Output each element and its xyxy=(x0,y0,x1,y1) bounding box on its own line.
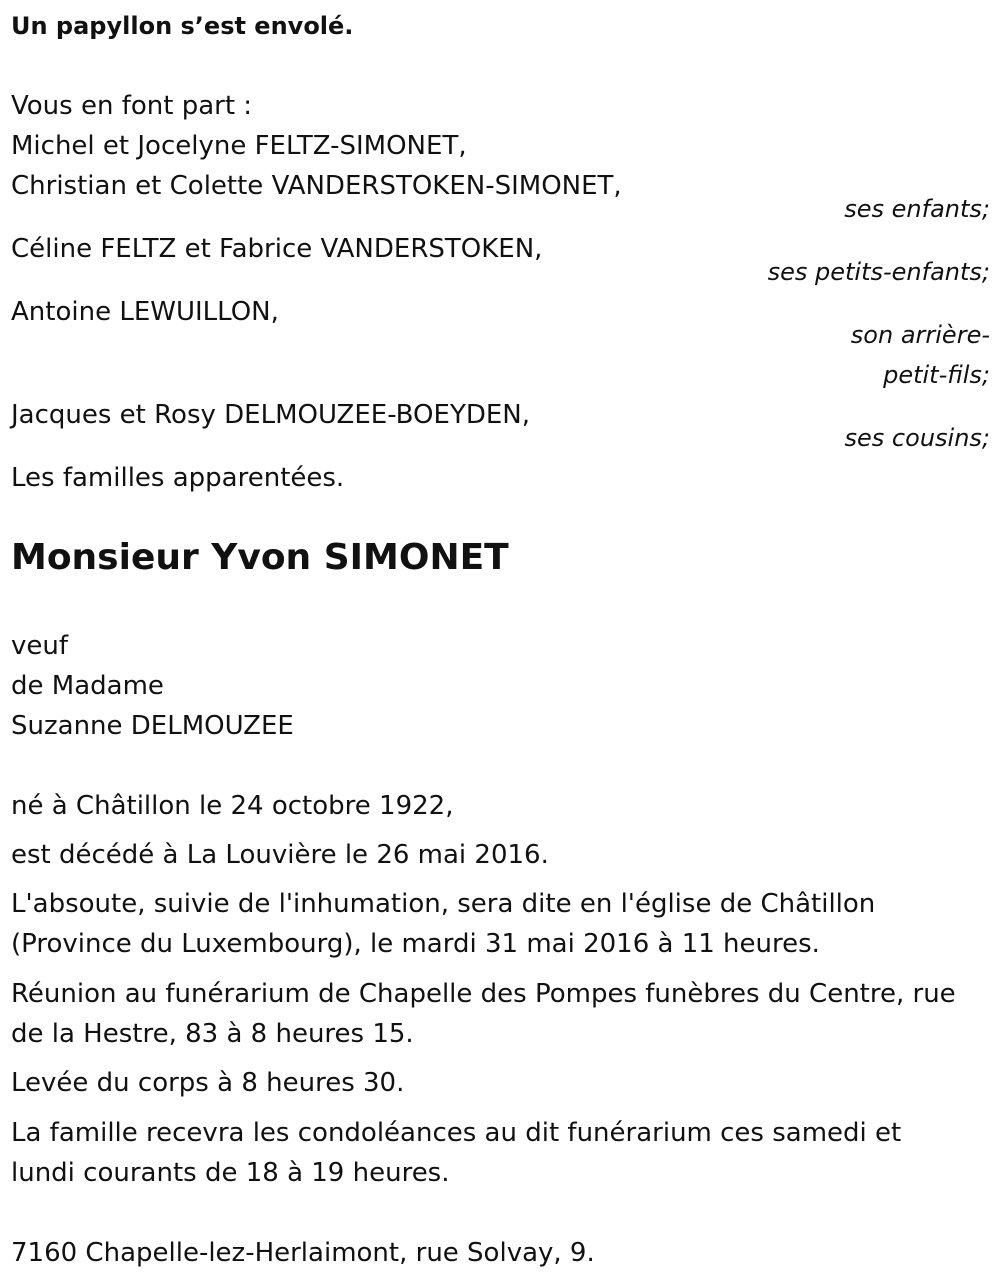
widower-line-3: Suzanne DELMOUZEE xyxy=(11,711,294,741)
grandchildren-line: Céline FELTZ et Fabrice VANDERSTOKEN, xyxy=(11,234,543,264)
birth-line: né à Châtillon le 24 octobre 1922, xyxy=(11,791,454,821)
deceased-name: Monsieur Yvon SIMONET xyxy=(11,537,509,578)
address-line: 7160 Chapelle-lez-Herlaimont, rue Solvay, 9. xyxy=(11,1238,595,1268)
great-grandson-relation-1: son arrière- xyxy=(850,321,990,349)
children-line-2: Christian et Colette VANDERSTOKEN-SIMONET, xyxy=(11,171,622,201)
intro-line: Vous en font part : xyxy=(11,91,253,121)
great-grandson-line: Antoine LEWUILLON, xyxy=(11,297,279,327)
children-line-1: Michel et Jocelyne FELTZ-SIMONET, xyxy=(11,131,467,161)
widower-line-1: veuf xyxy=(11,631,69,661)
meeting-line-1: Réunion au funérarium de Chapelle des Pompes funèbres du Centre, rue xyxy=(11,979,956,1009)
cousins-relation: ses cousins; xyxy=(844,424,990,452)
cousins-line: Jacques et Rosy DELMOUZEE-BOEYDEN, xyxy=(11,400,530,430)
related-families-line: Les familles apparentées. xyxy=(11,463,345,493)
death-line: est décédé à La Louvière le 26 mai 2016. xyxy=(11,840,549,870)
heading: Un papyllon s’est envolé. xyxy=(11,12,354,40)
great-grandson-relation-2: petit-fils; xyxy=(883,361,990,389)
grandchildren-relation: ses petits-enfants; xyxy=(767,258,990,286)
children-relation: ses enfants; xyxy=(844,195,990,223)
removal-line: Levée du corps à 8 heures 30. xyxy=(11,1068,405,1098)
meeting-line-2: de la Hestre, 83 à 8 heures 15. xyxy=(11,1019,414,1049)
absolution-line-2: (Province du Luxembourg), le mardi 31 mai 2016 à 11 heures. xyxy=(11,929,820,959)
widower-line-2: de Madame xyxy=(11,671,164,701)
condolences-line-2: lundi courants de 18 à 19 heures. xyxy=(11,1158,450,1188)
absolution-line-1: L'absoute, suivie de l'inhumation, sera dite en l'église de Châtillon xyxy=(11,889,876,919)
condolences-line-1: La famille recevra les condoléances au dit funérarium ces samedi et xyxy=(11,1118,902,1148)
